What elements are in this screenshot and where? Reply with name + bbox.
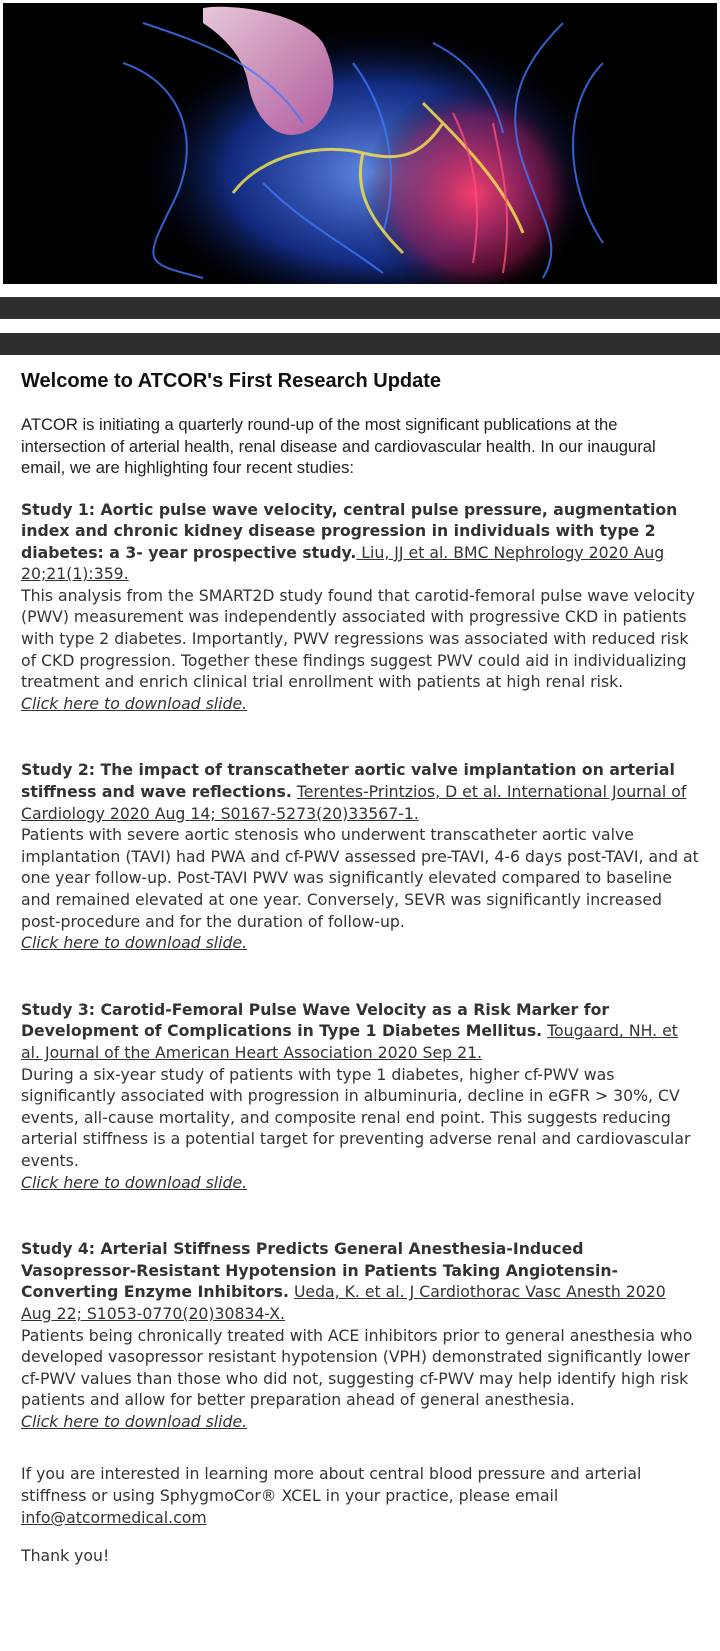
study-2 [21,759,701,953]
study-title: Study 1: Aortic pulse wave velocity, central pulse pressure, augmentation index and chronic kidney disease progression in individuals with type 2 diabetes: a 3- year prospective study. [21,499,678,562]
spacer [21,1432,701,1463]
study-1 [21,499,701,715]
study-title: Study 3: Carotid-Femoral Pulse Wave Velocity as a Risk Marker for Development of Complications in Type 1 Diabetes Mellitus. [21,999,610,1041]
study-3 [21,999,701,1193]
study-body: Patients with severe aortic stenosis who underwent transcatheter aortic valve implantation (TAVI) had PWA and cf-PWV assessed pre-TAVI, 4-6 days post-TAVI, and at one year follow-up. Post-TAVI PWV was significantly elevated compared to baseline and remained elevated at one year. Conversely, SEVR was significantly increased post-procedure and for the duration of follow-up. [21,825,699,931]
download-slide-link[interactable]: Click here to download slide. [21,1172,248,1192]
spacer [21,714,701,759]
download-slide-link[interactable]: Click here to download slide. [21,693,248,713]
heart-illustration-icon [3,3,717,284]
intro-paragraph: ATCOR is initiating a quarterly round-up of the most significant publications at the intersection of arterial health, renal disease and cardiovascular health. In our inaugural email, we are highlighting four recent studies: [21,415,656,477]
study-citation-link[interactable]: Terentes-Printzios, D et al. International Journal of Cardiology 2020 Aug 14; S0167-5273(20)33567-1. [21,782,687,823]
closing-text: If you are interested in learning more about central blood pressure and arterial stiffness or using SphygmoCor® XCEL in your practice, please email [21,1464,642,1506]
study-citation-link[interactable]: Ueda, K. et al. J Cardiothorac Vasc Anesth 2020 Aug 22; S1053-0770(20)30834-X. [21,1282,666,1323]
email-content [21,368,701,1567]
thank-you-text: Thank you! [21,1546,110,1566]
closing-paragraph [21,1463,701,1528]
hero-banner [0,0,720,287]
page-title: Welcome to ATCOR's First Research Update [21,370,442,392]
heart-illustration-image [3,3,717,284]
study-title: Study 4: Arterial Stiffness Predicts General Anesthesia-Induced Vasopressor-Resistant Hypotension in Patients Taking Angiotensin-Converting Enzyme Inhibitors. [21,1239,619,1302]
study-body: During a six-year study of patients with type 1 diabetes, higher cf-PWV was significantly associated with progression in albuminuria, decline in eGFR > 30%, CV events, all-cause mortality, and composite renal end point. This suggests reducing arterial stiffness is a potential target for preventing adverse renal and cardiovascular events. [21,1064,691,1170]
study-body: Patients being chronically treated with ACE inhibitors prior to general anesthesia who developed vasopressor resistant hypotension (VPH) demonstrated significantly lower cf-PWV values than those who did not, suggesting cf-PWV may help identify high risk patients and allow for better preparation ahead of general anesthesia. [21,1325,693,1410]
study-citation-link[interactable]: Tougaard, NH. et al. Journal of the American Heart Association 2020 Sep 21. [21,1021,678,1062]
study-citation-link[interactable]: Liu, JJ et al. BMC Nephrology 2020 Aug 20;21(1):359. [21,542,665,584]
study-4 [21,1238,701,1432]
spacer [21,1193,701,1238]
study-title: Study 2: The impact of transcatheter aortic valve implantation on arterial stiffness and wave reflections. [21,760,675,802]
email-link[interactable]: info@atcormedical.com [21,1507,207,1527]
study-body: This analysis from the SMART2D study found that carotid-femoral pulse wave velocity (PWV) measurement was independently associated with progressive CKD in patients with type 2 diabetes. Importantly, PWV regressions was associated with reduced risk of CKD progression. Together these findings suggest PWV could aid in individualizing treatment and enrich clinical trial enrollment with patients at high renal risk. [21,585,695,692]
divider-bar-bottom [0,333,720,355]
spacer [21,954,701,999]
download-slide-link[interactable]: Click here to download slide. [21,933,248,953]
download-slide-link[interactable]: Click here to download slide. [21,1411,248,1431]
divider-bar-top [0,297,720,319]
